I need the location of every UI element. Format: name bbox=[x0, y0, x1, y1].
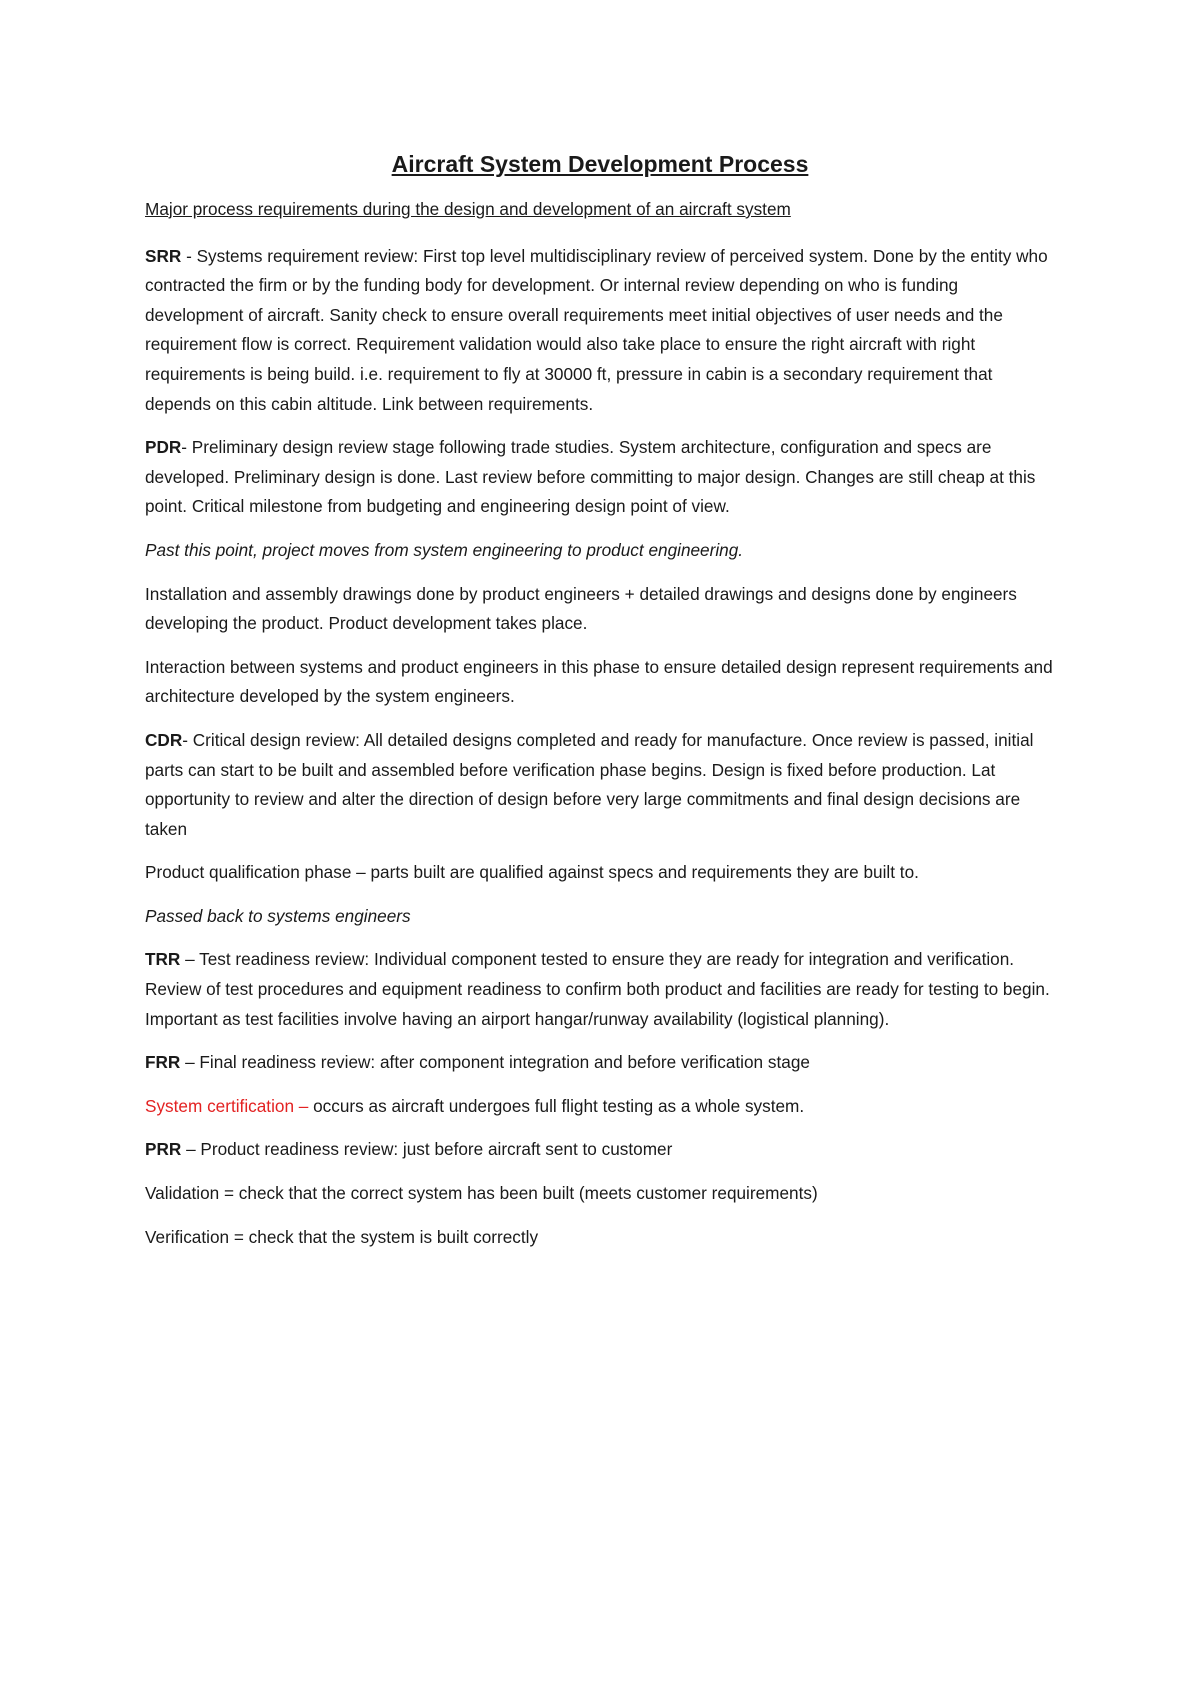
pdr-text: - Preliminary design review stage following trade studies. System architecture, configuration and specs are developed. Preliminary design is done. Last review before committing to major design. Changes are still cheap at this point. Critical milestone from budgeting and engineering design point of view. bbox=[145, 437, 1036, 517]
frr-paragraph bbox=[145, 1048, 1060, 1078]
trr-text: – Test readiness review: Individual component tested to ensure they are ready for integration and verification. Review of test procedures and equipment readiness to confirm both product and facilities are ready for testing to begin. Important as test facilities involve having an airport hangar/runway availability (logistical planning). bbox=[145, 949, 1050, 1029]
certification-text: occurs as aircraft undergoes full flight testing as a whole system. bbox=[308, 1095, 805, 1116]
prr-text: – Product readiness review: just before aircraft sent to customer bbox=[181, 1139, 673, 1160]
pdr-abbr: PDR bbox=[145, 437, 182, 458]
frr-abbr: FRR bbox=[145, 1052, 181, 1073]
srr-paragraph bbox=[145, 242, 1060, 420]
prr-abbr: PRR bbox=[145, 1139, 182, 1160]
cdr-abbr: CDR bbox=[145, 729, 183, 750]
verification-definition: Verification = check that the system is built correctly bbox=[145, 1226, 539, 1247]
installation-paragraph: Installation and assembly drawings done by product engineers + detailed drawings and designs done by engineers developing the product. Product development takes place. bbox=[145, 583, 1017, 634]
trr-paragraph bbox=[145, 945, 1060, 1034]
qualification-paragraph: Product qualification phase – parts built are qualified against specs and requirements they are built to. bbox=[145, 862, 919, 883]
cdr-text: - Critical design review: All detailed designs completed and ready for manufacture. Once review is passed, initial parts can start to be built and assembled before verification phase begins. Design is fixed before production. Lat opportunity to review and alter the direction of design before very large commitments and final design decisions are taken bbox=[145, 729, 1034, 839]
interaction-paragraph: Interaction between systems and product engineers in this phase to ensure detailed design represent requirements and architecture developed by the system engineers. bbox=[145, 656, 1053, 707]
document-subtitle: Major process requirements during the design and development of an aircraft system bbox=[145, 199, 791, 219]
certification-label: System certification – bbox=[145, 1095, 309, 1116]
srr-text: - Systems requirement review: First top level multidisciplinary review of perceived system. Done by the entity who contracted the firm or by the funding body for development. Or internal review depending on who is funding development of aircraft. Sanity check to ensure overall requirements meet initial objectives of user needs and the requirement flow is correct. Requirement validation would also take place to ensure the right aircraft with right requirements is being build. i.e. requirement to fly at 30000 ft, pressure in cabin is a secondary requirement that depends on this cabin altitude. Link between requirements. bbox=[145, 245, 1048, 414]
past-point-note: Past this point, project moves from system engineering to product engineering. bbox=[145, 539, 744, 560]
certification-paragraph bbox=[145, 1092, 1060, 1122]
document-title: Aircraft System Development Process bbox=[391, 151, 809, 177]
pdr-paragraph bbox=[145, 433, 1060, 522]
frr-text: – Final readiness review: after component integration and before verification stage bbox=[180, 1052, 810, 1073]
prr-paragraph bbox=[145, 1135, 1060, 1165]
validation-definition: Validation = check that the correct system has been built (meets customer requirements) bbox=[145, 1183, 818, 1204]
cdr-paragraph bbox=[145, 726, 1060, 844]
trr-abbr: TRR bbox=[145, 949, 181, 970]
srr-abbr: SRR bbox=[145, 245, 182, 266]
passed-back-note: Passed back to systems engineers bbox=[145, 905, 411, 926]
